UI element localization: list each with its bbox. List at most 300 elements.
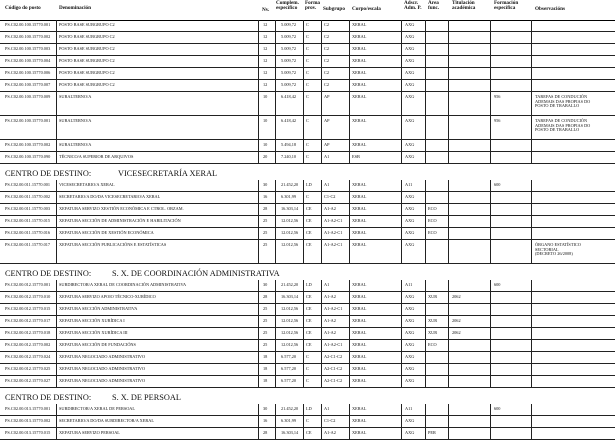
column-rule bbox=[258, 352, 259, 363]
cell-level: 16 bbox=[263, 194, 268, 199]
column-rule bbox=[258, 240, 259, 263]
cell-corps: XERAL bbox=[352, 330, 367, 335]
column-rule bbox=[275, 80, 276, 91]
cell-name: XEFATURA NEGOCIADO ADMINISTRATIVO bbox=[59, 378, 146, 383]
column-rule bbox=[56, 68, 57, 79]
column-rule bbox=[531, 416, 532, 427]
column-rule bbox=[490, 416, 491, 427]
column-rule bbox=[321, 192, 322, 203]
column-rule bbox=[56, 140, 57, 151]
cell-subgroup: A1-A2 bbox=[324, 318, 336, 323]
cell-complement: 5.009,72 bbox=[281, 82, 297, 87]
cell-name: SUBALTERNO/A bbox=[59, 94, 92, 99]
centre-label: CENTRO DE DESTINO: bbox=[5, 269, 92, 278]
cell-form: C bbox=[306, 58, 309, 63]
cell-corps: XERAL bbox=[352, 242, 367, 247]
cell-code: PS.C02.00.012.15770.002 bbox=[5, 342, 51, 347]
cell-name: POSTO BASE SUBGRUPO C2 bbox=[59, 70, 115, 75]
cell-corps: XERAL bbox=[352, 206, 367, 211]
column-rule bbox=[349, 280, 350, 291]
column-rule bbox=[490, 376, 491, 387]
column-rule bbox=[490, 304, 491, 315]
cell-complement: 21.452,20 bbox=[281, 182, 299, 187]
cell-complement: 16.303,14 bbox=[281, 430, 299, 435]
column-rule bbox=[401, 192, 402, 203]
cell-assign: AXG bbox=[405, 342, 415, 347]
cell-complement: 7.240,10 bbox=[281, 154, 297, 159]
table-row bbox=[0, 240, 615, 264]
cell-name: XEFATURA SECCIÓN DE XESTIÓN ECONÓMICA bbox=[59, 230, 154, 235]
cell-training: 956 bbox=[494, 118, 501, 123]
cell-form: CE bbox=[306, 342, 312, 347]
cell-code: PS.C02.00.013.15770.015 bbox=[5, 430, 51, 435]
column-rule bbox=[56, 92, 57, 115]
column-rule bbox=[258, 340, 259, 351]
column-rule bbox=[531, 116, 532, 139]
cell-level: 18 bbox=[263, 366, 268, 371]
cell-training: 600 bbox=[494, 282, 501, 287]
column-rule bbox=[425, 32, 426, 43]
table-row bbox=[0, 140, 615, 152]
column-rule bbox=[56, 152, 57, 163]
column-rule bbox=[531, 152, 532, 163]
cell-assign: AXG bbox=[405, 366, 415, 371]
column-rule bbox=[448, 152, 449, 163]
column-rule bbox=[531, 20, 532, 31]
column-rule bbox=[448, 80, 449, 91]
cell-assign: AXG bbox=[405, 206, 415, 211]
column-rule bbox=[303, 92, 304, 115]
column-rule bbox=[490, 116, 491, 139]
column-rule bbox=[275, 216, 276, 227]
cell-name: XEFATURA SECCIÓN XURÍDICA III bbox=[59, 330, 128, 335]
column-rule bbox=[303, 228, 304, 239]
column-rule bbox=[448, 416, 449, 427]
cell-level: 30 bbox=[263, 282, 268, 287]
cell-form: C bbox=[306, 22, 309, 27]
cell-corps: XERAL bbox=[352, 142, 367, 147]
column-rule bbox=[401, 352, 402, 363]
column-rule bbox=[490, 216, 491, 227]
column-rule bbox=[303, 116, 304, 139]
column-rule bbox=[56, 376, 57, 387]
cell-subgroup: A1-A2 bbox=[324, 330, 336, 335]
cell-corps: XERAL bbox=[352, 318, 367, 323]
cell-subgroup: C2 bbox=[324, 22, 330, 27]
table-row bbox=[0, 352, 615, 364]
column-rule bbox=[275, 340, 276, 351]
column-rule bbox=[401, 292, 402, 303]
column-rule bbox=[321, 20, 322, 31]
table-row bbox=[0, 280, 615, 292]
column-rule bbox=[56, 304, 57, 315]
cell-corps: XERAL bbox=[352, 94, 367, 99]
column-rule bbox=[56, 32, 57, 43]
cell-form: C bbox=[306, 118, 309, 123]
column-rule bbox=[258, 364, 259, 375]
column-rule bbox=[321, 80, 322, 91]
column-rule bbox=[349, 340, 350, 351]
cell-corps: XERAL bbox=[352, 354, 367, 359]
column-rule bbox=[531, 316, 532, 327]
column-rule bbox=[448, 304, 449, 315]
column-rule bbox=[401, 376, 402, 387]
column-rule bbox=[56, 364, 57, 375]
column-rule bbox=[448, 428, 449, 439]
cell-name: XEFATURA NEGOCIADO ADMINISTRATIVO bbox=[59, 354, 146, 359]
table-row bbox=[0, 44, 615, 56]
cell-level: 18 bbox=[263, 378, 268, 383]
cell-assign: AXG bbox=[405, 294, 415, 299]
column-rule bbox=[303, 240, 304, 263]
cell-assign: AXG bbox=[405, 430, 415, 435]
column-rule bbox=[321, 376, 322, 387]
column-rule bbox=[401, 180, 402, 191]
cell-corps: XERAL bbox=[352, 34, 367, 39]
column-rule bbox=[448, 316, 449, 327]
cell-name: POSTO BASE SUBGRUPO C2 bbox=[59, 46, 115, 51]
cell-assign: AXG bbox=[405, 318, 415, 323]
cell-code: PS.C02.00.012.15770.017 bbox=[5, 318, 51, 323]
column-rule bbox=[56, 228, 57, 239]
column-rule bbox=[425, 328, 426, 339]
cell-assign: AXG bbox=[405, 306, 415, 311]
column-rule bbox=[490, 56, 491, 67]
cell-code: PS.C02.00.012.15770.025 bbox=[5, 366, 51, 371]
cell-assign: AXG bbox=[405, 354, 415, 359]
cell-corps: XERAL bbox=[352, 22, 367, 27]
cell-name: POSTO BASE SUBGRUPO C2 bbox=[59, 22, 115, 27]
cell-corps: XERAL bbox=[352, 282, 367, 287]
cell-code: PS.C02.00.012.15770.018 bbox=[5, 330, 51, 335]
column-rule bbox=[531, 404, 532, 415]
cell-form: C bbox=[306, 94, 309, 99]
cell-code: PS.C02.00.012.15770.027 bbox=[5, 378, 51, 383]
cell-complement: 5.009,72 bbox=[281, 70, 297, 75]
cell-assign: AXG bbox=[405, 82, 415, 87]
column-rule bbox=[321, 304, 322, 315]
centre-name: S. X. DE COORDINACIÓN ADMINISTRATIVA bbox=[112, 269, 280, 278]
column-rule bbox=[56, 340, 57, 351]
cell-area: ECO bbox=[428, 206, 437, 211]
cell-assign: AXG bbox=[405, 94, 415, 99]
column-rule bbox=[401, 116, 402, 139]
cell-code: PS.C02.00.100.15770.006 bbox=[5, 70, 51, 75]
column-rule bbox=[349, 20, 350, 31]
column-rule bbox=[275, 376, 276, 387]
table-row bbox=[0, 192, 615, 204]
cell-level: 12 bbox=[263, 70, 268, 75]
column-rule bbox=[303, 280, 304, 291]
cell-form: LD bbox=[306, 406, 312, 411]
column-rule bbox=[425, 92, 426, 115]
column-rule bbox=[490, 92, 491, 115]
column-rule bbox=[425, 376, 426, 387]
column-rule bbox=[425, 204, 426, 215]
header-notes: Observacións bbox=[535, 6, 565, 12]
cell-complement: 12.012,56 bbox=[281, 306, 299, 311]
cell-form: LD bbox=[306, 182, 312, 187]
cell-level: 20 bbox=[263, 154, 268, 159]
column-rule bbox=[401, 68, 402, 79]
cell-complement: 21.452,20 bbox=[281, 282, 299, 287]
column-rule bbox=[448, 192, 449, 203]
column-rule bbox=[349, 92, 350, 115]
column-rule bbox=[275, 140, 276, 151]
column-rule bbox=[321, 180, 322, 191]
cell-subgroup: A2-C1-C2 bbox=[324, 366, 343, 371]
column-rule bbox=[321, 292, 322, 303]
column-rule bbox=[258, 56, 259, 67]
column-rule bbox=[531, 192, 532, 203]
column-rule bbox=[401, 340, 402, 351]
column-rule bbox=[401, 32, 402, 43]
cell-code: PS.C02.00.100.15770.001 bbox=[5, 118, 51, 123]
cell-level: 28 bbox=[263, 294, 268, 299]
column-rule bbox=[275, 152, 276, 163]
centre-label: CENTRO DE DESTINO: bbox=[5, 169, 92, 178]
cell-corps: XERAL bbox=[352, 70, 367, 75]
column-rule bbox=[349, 316, 350, 327]
column-rule bbox=[321, 68, 322, 79]
cell-subgroup: C2 bbox=[324, 46, 330, 51]
column-rule bbox=[275, 304, 276, 315]
column-rule bbox=[531, 204, 532, 215]
column-rule bbox=[275, 56, 276, 67]
header-level: Nv. bbox=[262, 7, 270, 13]
column-rule bbox=[401, 204, 402, 215]
column-rule bbox=[56, 280, 57, 291]
column-rule bbox=[56, 316, 57, 327]
cell-corps: XERAL bbox=[352, 378, 367, 383]
column-rule bbox=[303, 180, 304, 191]
cell-subgroup: A1-A2-C1 bbox=[324, 242, 343, 247]
column-rule bbox=[425, 20, 426, 31]
column-rule bbox=[275, 316, 276, 327]
cell-name: XEFATURA SECCIÓN DE ADMINISTRACIÓN E HABILITACIÓN bbox=[59, 218, 181, 223]
column-rule bbox=[56, 56, 57, 67]
cell-code: PS.C02.00.013.15770.002 bbox=[5, 418, 51, 423]
cell-name: POSTO BASE SUBGRUPO C2 bbox=[59, 82, 115, 87]
cell-level: 25 bbox=[263, 306, 268, 311]
cell-complement: 12.012,56 bbox=[281, 342, 299, 347]
column-rule bbox=[401, 328, 402, 339]
column-rule bbox=[349, 376, 350, 387]
cell-code: PS.C02.00.012.15770.010 bbox=[5, 294, 51, 299]
cell-subgroup: A1-A2 bbox=[324, 206, 336, 211]
cell-subgroup: A1 bbox=[324, 406, 330, 411]
column-rule bbox=[275, 280, 276, 291]
cell-subgroup: C1-C2 bbox=[324, 418, 336, 423]
column-rule bbox=[401, 304, 402, 315]
cell-corps: XERAL bbox=[352, 194, 367, 199]
column-rule bbox=[321, 140, 322, 151]
cell-complement: 6.577,20 bbox=[281, 354, 297, 359]
cell-form: CE bbox=[306, 230, 312, 235]
header-subgroup: Subgrupo bbox=[323, 6, 345, 12]
column-rule bbox=[349, 404, 350, 415]
column-rule bbox=[401, 416, 402, 427]
column-rule bbox=[349, 292, 350, 303]
column-rule bbox=[531, 228, 532, 239]
column-rule bbox=[303, 56, 304, 67]
column-rule bbox=[56, 20, 57, 31]
column-rule bbox=[349, 44, 350, 55]
cell-training: 956 bbox=[494, 94, 501, 99]
column-rule bbox=[448, 140, 449, 151]
cell-name: XEFATURA SECCIÓN ADMINISTRATIVA bbox=[59, 306, 138, 311]
column-rule bbox=[258, 216, 259, 227]
table-row bbox=[0, 92, 615, 116]
column-rule bbox=[303, 80, 304, 91]
column-rule bbox=[490, 68, 491, 79]
column-rule bbox=[349, 116, 350, 139]
cell-complement: 5.009,72 bbox=[281, 46, 297, 51]
column-rule bbox=[303, 192, 304, 203]
column-rule bbox=[425, 292, 426, 303]
cell-assign: AXG bbox=[405, 330, 415, 335]
cell-subgroup: A1-A2-C1 bbox=[324, 342, 343, 347]
cell-code: PS.C02.00.011.15770.016 bbox=[5, 230, 51, 235]
column-rule bbox=[303, 364, 304, 375]
cell-level: 12 bbox=[263, 34, 268, 39]
cell-area: XUR bbox=[428, 330, 438, 335]
column-rule bbox=[490, 316, 491, 327]
column-rule bbox=[258, 44, 259, 55]
cell-subgroup: AP bbox=[324, 142, 330, 147]
cell-corps: XERAL bbox=[352, 406, 367, 411]
column-rule bbox=[321, 416, 322, 427]
column-rule bbox=[303, 292, 304, 303]
cell-corps: XERAL bbox=[352, 218, 367, 223]
cell-area: ECO bbox=[428, 342, 437, 347]
cell-name: SUBDIRECTOR/A XERAL DE COORDINACIÓN ADMINISTRATIVA bbox=[59, 282, 187, 287]
column-rule bbox=[258, 192, 259, 203]
column-rule bbox=[401, 316, 402, 327]
column-rule bbox=[349, 216, 350, 227]
cell-name: XEFATURA SERVIZO XESTIÓN ECONÓMICA E CTROL. ORZAM. bbox=[59, 206, 184, 211]
cell-name: POSTO BASE SUBGRUPO C2 bbox=[59, 34, 115, 39]
cell-degree: 2062 bbox=[452, 330, 461, 335]
header-assign: Adscr. Adm. P. bbox=[404, 0, 422, 12]
table-body bbox=[0, 20, 615, 439]
cell-code: PS.C02.00.013.15770.001 bbox=[5, 406, 51, 411]
cell-complement: 6.301,99 bbox=[281, 418, 297, 423]
column-rule bbox=[448, 44, 449, 55]
cell-area: XUR bbox=[428, 294, 438, 299]
column-rule bbox=[56, 116, 57, 139]
cell-code: PS.C02.00.100.15770.007 bbox=[5, 82, 51, 87]
cell-assign: A11 bbox=[405, 182, 413, 187]
header-area: Área func. bbox=[428, 0, 440, 12]
column-rule bbox=[448, 280, 449, 291]
cell-code: PS.C02.00.100.15770.002 bbox=[5, 142, 51, 147]
cell-subgroup: A1 bbox=[324, 154, 330, 159]
column-rule bbox=[349, 364, 350, 375]
table-row bbox=[0, 340, 615, 352]
column-rule bbox=[258, 140, 259, 151]
column-rule bbox=[531, 280, 532, 291]
column-rule bbox=[490, 280, 491, 291]
cell-complement: 5.009,72 bbox=[281, 58, 297, 63]
cell-name: SECRETARIO/A DO/DA SUBDIRECTOR/A XERAL bbox=[59, 418, 154, 423]
column-rule bbox=[448, 364, 449, 375]
cell-level: 30 bbox=[263, 406, 268, 411]
column-rule bbox=[349, 152, 350, 163]
cell-form: C bbox=[306, 46, 309, 51]
cell-degree: 2062 bbox=[452, 318, 461, 323]
column-rule bbox=[303, 428, 304, 439]
cell-subgroup: C2 bbox=[324, 70, 330, 75]
column-rule bbox=[531, 140, 532, 151]
cell-corps: XERAL bbox=[352, 342, 367, 347]
column-rule bbox=[425, 80, 426, 91]
column-rule bbox=[531, 428, 532, 439]
column-rule bbox=[448, 292, 449, 303]
cell-area: ECO bbox=[428, 218, 437, 223]
cell-level: 25 bbox=[263, 218, 268, 223]
column-rule bbox=[275, 204, 276, 215]
column-rule bbox=[321, 44, 322, 55]
table-row bbox=[0, 416, 615, 428]
table-row bbox=[0, 328, 615, 340]
column-rule bbox=[425, 240, 426, 263]
column-rule bbox=[275, 404, 276, 415]
column-rule bbox=[531, 32, 532, 43]
column-rule bbox=[448, 340, 449, 351]
cell-assign: AXG bbox=[405, 46, 415, 51]
cell-form: CE bbox=[306, 306, 312, 311]
column-rule bbox=[349, 32, 350, 43]
cell-area: PER bbox=[428, 430, 436, 435]
cell-level: 16 bbox=[263, 418, 268, 423]
column-rule bbox=[448, 20, 449, 31]
column-rule bbox=[258, 80, 259, 91]
column-rule bbox=[258, 180, 259, 191]
column-rule bbox=[349, 204, 350, 215]
column-rule bbox=[531, 80, 532, 91]
cell-code: PS.C02.00.011.15770.001 bbox=[5, 182, 51, 187]
cell-code: PS.C02.00.012.15770.024 bbox=[5, 354, 51, 359]
column-rule bbox=[56, 216, 57, 227]
cell-assign: A11 bbox=[405, 406, 413, 411]
column-rule bbox=[303, 32, 304, 43]
column-rule bbox=[258, 152, 259, 163]
column-rule bbox=[321, 328, 322, 339]
cell-corps: XERAL bbox=[352, 46, 367, 51]
column-rule bbox=[258, 328, 259, 339]
table-row bbox=[0, 404, 615, 416]
column-rule bbox=[448, 228, 449, 239]
column-rule bbox=[275, 416, 276, 427]
column-rule bbox=[275, 32, 276, 43]
cell-subgroup: A1 bbox=[324, 182, 330, 187]
cell-subgroup: A2-C1-C2 bbox=[324, 354, 343, 359]
centre-heading bbox=[0, 390, 615, 403]
cell-form: C bbox=[306, 418, 309, 423]
header-code: Código do posto bbox=[5, 5, 41, 11]
column-rule bbox=[275, 428, 276, 439]
cell-level: 10 bbox=[263, 142, 268, 147]
column-rule bbox=[275, 352, 276, 363]
column-rule bbox=[531, 328, 532, 339]
column-rule bbox=[349, 304, 350, 315]
column-rule bbox=[56, 240, 57, 263]
column-rule bbox=[448, 328, 449, 339]
cell-code: PS.C02.00.100.15770.009 bbox=[5, 94, 51, 99]
cell-area: XUR bbox=[428, 318, 438, 323]
cell-complement: 12.012,56 bbox=[281, 318, 299, 323]
